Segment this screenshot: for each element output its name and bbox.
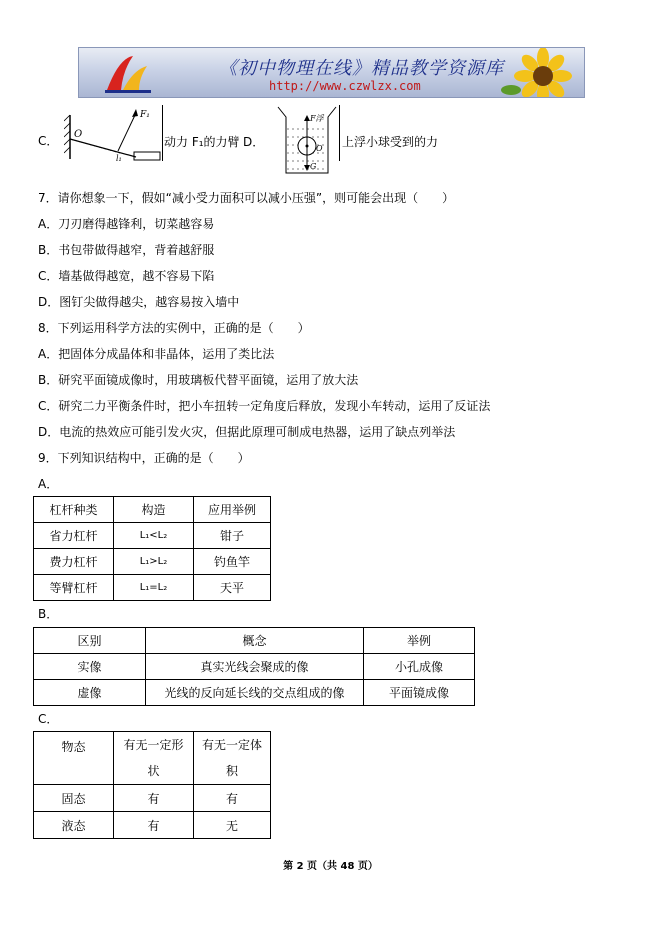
table-header-cell: 举例 [364, 628, 475, 654]
table-header-cell: 有无一定形状 [114, 732, 194, 785]
table-cell: 虚像 [34, 680, 146, 706]
question-9-label-c: C． [38, 712, 59, 726]
question-7-option-d: D．图钉尖做得越尖，越容易按入墙中 [38, 295, 240, 309]
table-header-row [34, 628, 475, 654]
table-a [33, 496, 271, 601]
table-cell: 真实光线会聚成的像 [146, 654, 364, 680]
option-c-label: C． [38, 134, 59, 148]
option-d-text: 上浮小球受到的力 [342, 135, 439, 149]
table-cell: 平面镜成像 [364, 680, 475, 706]
figure-label-g: G [310, 162, 317, 171]
banner-title: 《初中物理在线》精品教学资源库 [219, 58, 504, 79]
question-8-option-a: A．把固体分成晶体和非晶体，运用了类比法 [38, 347, 275, 361]
question-9-label-b: B． [38, 607, 59, 621]
table-cell: 等臂杠杆 [34, 575, 114, 601]
table-b [33, 627, 475, 706]
banner-url[interactable]: http://www.czwlzx.com [269, 79, 421, 93]
table-cell: 光线的反向延长线的交点组成的像 [146, 680, 364, 706]
table-cell: 液态 [34, 812, 114, 839]
table-header-row [34, 732, 271, 785]
question-7-stem: 7．请你想象一下，假如“减小受力面积可以减小压强”，则可能会出现（ ） [38, 191, 455, 205]
sunflower-icon [499, 48, 585, 98]
table-cell: 固态 [34, 785, 114, 812]
floating-ball-figure [276, 105, 338, 175]
table-cell: 实像 [34, 654, 146, 680]
divider [162, 105, 163, 161]
table-header-cell: 概念 [146, 628, 364, 654]
table-header-cell: 区别 [34, 628, 146, 654]
table-cell: 费力杠杆 [34, 549, 114, 575]
table-row [34, 680, 475, 706]
question-9-label-a: A． [38, 477, 59, 491]
table-row [34, 575, 271, 601]
table-cell: L₁>L₂ [114, 549, 194, 575]
table-row [34, 812, 271, 839]
divider [339, 105, 340, 161]
question-7-option-a: A．刀刃磨得越锋利，切菜越容易 [38, 217, 215, 231]
table-cell: 小孔成像 [364, 654, 475, 680]
table-header-cell: 构造 [114, 497, 194, 523]
header-banner [78, 47, 585, 98]
option-d-label: D． [243, 135, 265, 149]
figure-label-o2: O [316, 144, 323, 153]
table-cell: L₁<L₂ [114, 523, 194, 549]
table-row [34, 785, 271, 812]
option-c-text: 动力 F₁的力臂 [164, 135, 240, 149]
logo-icon [99, 52, 159, 96]
table-row [34, 523, 271, 549]
figure-label-f: F浮 [310, 114, 324, 123]
question-7-option-c: C．墙基做得越宽，越不容易下陷 [38, 269, 215, 283]
table-c [33, 731, 271, 839]
question-8-option-b: B．研究平面镜成像时，用玻璃板代替平面镜，运用了放大法 [38, 373, 359, 387]
question-8-option-d: D．电流的热效应可能引发火灾，但据此原理可制成电热器，运用了缺点列举法 [38, 425, 456, 439]
question-8-option-c: C．研究二力平衡条件时，把小车扭转一定角度后释放，发现小车转动，运用了反证法 [38, 399, 491, 413]
table-cell: 钓鱼竿 [194, 549, 271, 575]
table-header-cell: 有无一定体积 [194, 732, 271, 785]
table-header-cell: 杠杆种类 [34, 497, 114, 523]
question-9-stem: 9．下列知识结构中，正确的是（ ） [38, 451, 250, 465]
table-cell: 钳子 [194, 523, 271, 549]
question-7-option-b: B．书包带做得越窄，背着越舒服 [38, 243, 215, 257]
table-cell: 有 [114, 812, 194, 839]
page-footer: 第 2 页（共 48 页） [283, 861, 378, 872]
table-cell: 无 [194, 812, 271, 839]
figure-label-o: O [74, 129, 83, 140]
figure-label-l1: l₁ [116, 154, 122, 161]
table-row [34, 549, 271, 575]
table-cell: 天平 [194, 575, 271, 601]
figure-label-f1: F₁ [140, 110, 150, 120]
question-8-stem: 8．下列运用科学方法的实例中，正确的是（ ） [38, 321, 310, 335]
lever-figure [64, 105, 162, 161]
table-cell: 有 [114, 785, 194, 812]
table-row [34, 654, 475, 680]
table-cell: 省力杠杆 [34, 523, 114, 549]
table-header-row [34, 497, 271, 523]
table-cell: 有 [194, 785, 271, 812]
table-header-cell: 物态 [34, 732, 114, 785]
table-cell: L₁=L₂ [114, 575, 194, 601]
table-header-cell: 应用举例 [194, 497, 271, 523]
